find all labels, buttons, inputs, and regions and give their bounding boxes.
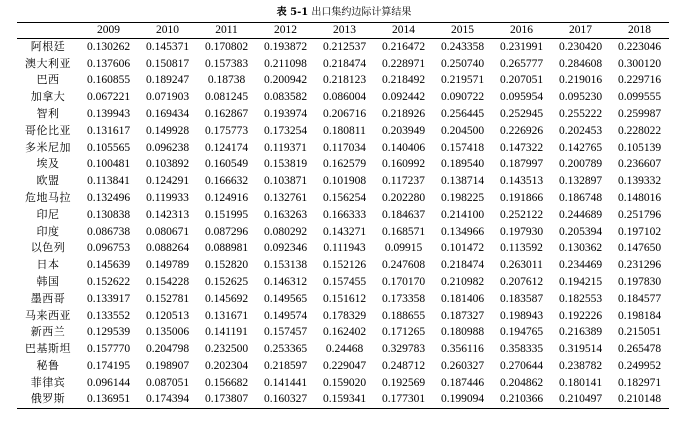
- table-cell-value: 0.170170: [381, 276, 426, 289]
- table-cell-country: 韩国: [36, 275, 60, 289]
- table-cell-value: 0.215051: [617, 326, 662, 339]
- table-cell-value: 0.087296: [204, 225, 249, 238]
- table-row: [17, 290, 669, 307]
- table-cell-value: 0.177301: [374, 391, 433, 408]
- table-cell-value: 0.135006: [145, 326, 190, 339]
- table-row: [17, 223, 669, 240]
- table-cell-value: 0.191866: [499, 192, 544, 205]
- table-cell-value: 0.188655: [381, 309, 426, 322]
- table-cell-value: 0.223046: [617, 41, 662, 54]
- table-cell-value: 0.229716: [617, 74, 662, 87]
- table-cell-value: 0.178329: [322, 309, 367, 322]
- table-cell-value: 0.197830: [617, 276, 662, 289]
- table-cell-value: 0.090722: [440, 91, 485, 104]
- table-cell-value: 0.174195: [86, 360, 131, 373]
- table-cell-value: 0.200789: [558, 158, 603, 171]
- table-cell-value: 0.080292: [263, 225, 308, 238]
- table-cell-value: 0.103871: [263, 175, 308, 188]
- table-cell-value: 0.145371: [145, 41, 190, 54]
- table-cell-value: 0.207051: [499, 74, 544, 87]
- table-cell-country: 墨西哥: [30, 291, 66, 305]
- table-header-year: 2018: [610, 23, 669, 39]
- table-cell-value: 0.194765: [499, 326, 544, 339]
- table-cell-value: 0.132897: [558, 175, 603, 188]
- table-cell-value: 0.141191: [205, 326, 248, 339]
- table-cell-value: 0.250740: [440, 57, 485, 70]
- table-row: [17, 341, 669, 358]
- table-cell-value: 0.184577: [617, 292, 662, 305]
- table-header-year: 2010: [138, 23, 197, 39]
- table-cell-value: 0.219016: [558, 74, 603, 87]
- table-cell-value: 0.129539: [86, 326, 131, 339]
- table-cell-value: 0.156682: [204, 376, 249, 389]
- table-header-year: 2014: [374, 23, 433, 39]
- table-row: [17, 89, 669, 106]
- table-cell-value: 0.173358: [381, 292, 426, 305]
- table-cell-country: 以色列: [30, 241, 66, 255]
- table-cell-value: 0.157770: [86, 343, 131, 356]
- table-cell-value: 0.187997: [499, 158, 544, 171]
- table-cell-value: 0.130262: [86, 41, 131, 54]
- table-row: [17, 190, 669, 207]
- table-cell-value: 0.198225: [440, 192, 485, 205]
- table-cell-country: 新西兰: [30, 325, 66, 339]
- table-cell-value: 0.226926: [499, 124, 544, 137]
- table-cell-value: 0.152625: [204, 276, 249, 289]
- table-cell-value: 0.206716: [322, 108, 367, 121]
- table-cell-value: 0.170802: [204, 41, 249, 54]
- table-cell-value: 0.173254: [263, 124, 308, 137]
- table-cell-value: 0.133552: [86, 309, 131, 322]
- table-cell-value: 0.152820: [204, 259, 249, 272]
- table-row: [17, 122, 669, 139]
- table-cell-country: 日本: [36, 258, 60, 272]
- table-cell-value: 0.154228: [145, 276, 190, 289]
- table-header-year: 2011: [197, 23, 256, 39]
- table-cell-value: 0.157383: [204, 57, 249, 70]
- table-cell-value: 0.157457: [263, 326, 308, 339]
- table-cell-value: 0.088264: [145, 242, 190, 255]
- table-cell-country: 马来西亚: [25, 308, 71, 322]
- table-cell-value: 0.187327: [440, 309, 485, 322]
- table-cell-value: 0.232500: [204, 343, 249, 356]
- table-cell-value: 0.319514: [558, 343, 603, 356]
- table-cell-value: 0.09915: [384, 242, 423, 255]
- table-cell-country: 菲律宾: [30, 375, 66, 389]
- table-cell-country: 多米尼加: [25, 140, 71, 154]
- table-row: [17, 274, 669, 291]
- table-cell-value: 0.163263: [263, 208, 308, 221]
- table-cell-country: 欧盟: [36, 174, 60, 188]
- table-cell-value: 0.189247: [145, 74, 190, 87]
- table-cell-value: 0.101472: [440, 242, 485, 255]
- table-cell-value: 0.087051: [145, 376, 190, 389]
- table-cell-value: 0.252122: [499, 208, 544, 221]
- table-cell-value: 0.356116: [441, 343, 484, 356]
- table-header-year: 2009: [79, 23, 138, 39]
- table-cell-value: 0.162402: [322, 326, 367, 339]
- table-cell-value: 0.214100: [440, 208, 485, 221]
- table-cell-value: 0.198907: [145, 360, 190, 373]
- table-cell-value: 0.132761: [263, 192, 308, 205]
- table-cell-country: 智利: [36, 107, 60, 121]
- table-cell-value: 0.145639: [86, 259, 131, 272]
- table-cell-value: 0.080671: [145, 225, 190, 238]
- table-cell-value: 0.124916: [204, 192, 249, 205]
- table-header-corner: [17, 23, 79, 39]
- table-cell-value: 0.218474: [322, 57, 367, 70]
- table-cell-value: 0.212537: [322, 41, 367, 54]
- table-cell-value: 0.111943: [323, 242, 366, 255]
- table-cell-value: 0.186748: [558, 192, 603, 205]
- table-cell-value: 0.210497: [551, 391, 610, 408]
- table-cell-value: 0.153819: [263, 158, 308, 171]
- table-cell-value: 0.200942: [263, 74, 308, 87]
- table-cell-value: 0.086738: [86, 225, 131, 238]
- table-cell-value: 0.260327: [440, 360, 485, 373]
- table-cell-value: 0.152622: [86, 276, 131, 289]
- table-cell-value: 0.210366: [492, 391, 551, 408]
- table-cell-value: 0.255222: [558, 108, 603, 121]
- table-cell-value: 0.263011: [500, 259, 543, 272]
- table-cell-value: 0.100481: [86, 158, 131, 171]
- table-cell-value: 0.193872: [263, 41, 308, 54]
- table-cell-value: 0.180988: [440, 326, 485, 339]
- table-row: [17, 139, 669, 156]
- table-cell-value: 0.133917: [86, 292, 131, 305]
- table-cell-value: 0.092346: [263, 242, 308, 255]
- table-cell-country: 俄罗斯: [17, 391, 79, 408]
- table-header-year: 2012: [256, 23, 315, 39]
- table-cell-country: 哥伦比亚: [25, 123, 71, 137]
- table-cell-value: 0.234469: [558, 259, 603, 272]
- table-cell-value: 0.218597: [263, 360, 308, 373]
- table-cell-value: 0.265478: [617, 343, 662, 356]
- table-cell-value: 0.270644: [499, 360, 544, 373]
- table-cell-country: 巴西: [36, 73, 60, 87]
- table-cell-value: 0.143513: [499, 175, 544, 188]
- table-cell-value: 0.187446: [440, 376, 485, 389]
- table-cell-value: 0.095230: [558, 91, 603, 104]
- table-row: [17, 106, 669, 123]
- table-cell-value: 0.105565: [86, 141, 131, 154]
- table-cell-value: 0.119371: [264, 141, 307, 154]
- table-cell-country: 加拿大: [30, 90, 66, 104]
- table-cell-value: 0.204862: [499, 376, 544, 389]
- table-cell-value: 0.130362: [558, 242, 603, 255]
- table-row: [17, 240, 669, 257]
- table-cell-value: 0.148016: [617, 192, 662, 205]
- table-cell-value: 0.198184: [617, 309, 662, 322]
- table-cell-value: 0.151995: [204, 208, 249, 221]
- table-cell-value: 0.159341: [315, 391, 374, 408]
- table-cell-value: 0.197930: [499, 225, 544, 238]
- table-cell-country: 阿根廷: [30, 40, 66, 54]
- table-cell-value: 0.117237: [382, 175, 425, 188]
- table-cell-value: 0.204798: [145, 343, 190, 356]
- table-cell-value: 0.152126: [322, 259, 367, 272]
- table-cell-value: 0.142313: [145, 208, 190, 221]
- table-cell-value: 0.083582: [263, 91, 308, 104]
- table-cell-value: 0.162579: [322, 158, 367, 171]
- table-cell-value: 0.251796: [617, 208, 662, 221]
- table-cell-value: 0.096144: [86, 376, 131, 389]
- table-cell-value: 0.329783: [381, 343, 426, 356]
- table-cell-value: 0.153138: [263, 259, 308, 272]
- table-cell-value: 0.145692: [204, 292, 249, 305]
- table-cell-value: 0.205394: [558, 225, 603, 238]
- table-cell-value: 0.184637: [381, 208, 426, 221]
- table-cell-value: 0.202453: [558, 124, 603, 137]
- table-cell-value: 0.130838: [86, 208, 131, 221]
- table-cell-value: 0.194215: [558, 276, 603, 289]
- table-row: [17, 257, 669, 274]
- table-cell-value: 0.113592: [500, 242, 543, 255]
- table-row: [17, 307, 669, 324]
- table-cell-value: 0.103892: [145, 158, 190, 171]
- table-caption: [0, 7, 688, 19]
- table-cell-value: 0.180141: [558, 376, 603, 389]
- table-cell-value: 0.160327: [256, 391, 315, 408]
- table-cell-value: 0.202304: [204, 360, 249, 373]
- table-cell-value: 0.256445: [440, 108, 485, 121]
- table-cell-value: 0.149789: [145, 259, 190, 272]
- table-row: [17, 358, 669, 375]
- table-cell-value: 0.249952: [617, 360, 662, 373]
- table-cell-value: 0.092442: [381, 91, 426, 104]
- table-cell-value: 0.193974: [263, 108, 308, 121]
- table-cell-value: 0.236607: [617, 158, 662, 171]
- table-caption-label: 表 5-1: [276, 7, 309, 18]
- table-cell-value: 0.247608: [381, 259, 426, 272]
- table-cell-value: 0.175773: [204, 124, 249, 137]
- table-row: [17, 206, 669, 223]
- table-cell-value: 0.248712: [381, 360, 426, 373]
- table-cell-value: 0.300120: [617, 57, 662, 70]
- table-cell-value: 0.086004: [322, 91, 367, 104]
- table-header-year: 2013: [315, 23, 374, 39]
- table-cell-value: 0.160855: [86, 74, 131, 87]
- table-cell-value: 0.136951: [79, 391, 138, 408]
- table-cell-value: 0.265777: [499, 57, 544, 70]
- table-cell-value: 0.131617: [86, 124, 131, 137]
- table-cell-value: 0.156254: [322, 192, 367, 205]
- table-cell-value: 0.139332: [617, 175, 662, 188]
- table-header-year: 2015: [433, 23, 492, 39]
- table-cell-value: 0.157455: [322, 276, 367, 289]
- table-cell-value: 0.204500: [440, 124, 485, 137]
- table-cell-country: 澳大利亚: [25, 56, 71, 70]
- table-header-year: 2017: [551, 23, 610, 39]
- table-cell-value: 0.218492: [381, 74, 426, 87]
- table-cell-value: 0.105139: [617, 141, 662, 154]
- table-cell-value: 0.199094: [433, 391, 492, 408]
- table-cell-value: 0.142765: [558, 141, 603, 154]
- table-cell-value: 0.150817: [145, 57, 190, 70]
- table-cell-value: 0.238782: [558, 360, 603, 373]
- table-row: [17, 324, 669, 341]
- table-cell-value: 0.139943: [86, 108, 131, 121]
- table-cell-value: 0.119933: [146, 192, 189, 205]
- table-cell-value: 0.231296: [617, 259, 662, 272]
- table-cell-value: 0.168571: [381, 225, 426, 238]
- table-cell-value: 0.166632: [204, 175, 249, 188]
- table-row: [17, 374, 669, 391]
- table-cell-value: 0.101908: [322, 175, 367, 188]
- table-cell-value: 0.358335: [499, 343, 544, 356]
- table-cell-value: 0.081245: [204, 91, 249, 104]
- table-row: [17, 39, 669, 56]
- table-cell-value: 0.192569: [381, 376, 426, 389]
- table-cell-value: 0.210982: [440, 276, 485, 289]
- table-cell-value: 0.141441: [263, 376, 308, 389]
- table-header-row: [17, 23, 669, 39]
- table-cell-value: 0.218474: [440, 259, 485, 272]
- table-cell-country: 印度: [36, 224, 60, 238]
- table-cell-value: 0.192226: [558, 309, 603, 322]
- table-cell-value: 0.182553: [558, 292, 603, 305]
- table-cell-country: 秘鲁: [36, 359, 60, 373]
- table-cell-value: 0.219571: [440, 74, 485, 87]
- table-cell-value: 0.166333: [322, 208, 367, 221]
- table-cell-value: 0.216389: [558, 326, 603, 339]
- table-cell-value: 0.088981: [204, 242, 249, 255]
- table-cell-value: 0.243358: [440, 41, 485, 54]
- table-cell-value: 0.180811: [323, 124, 366, 137]
- table-cell-value: 0.189540: [440, 158, 485, 171]
- table-cell-value: 0.284608: [558, 57, 603, 70]
- table-cell-value: 0.231991: [499, 41, 544, 54]
- table-cell-value: 0.147322: [499, 141, 544, 154]
- table-cell-value: 0.143271: [322, 225, 367, 238]
- table-cell-value: 0.152781: [145, 292, 190, 305]
- table-cell-value: 0.132496: [86, 192, 131, 205]
- table-cell-value: 0.067221: [86, 91, 131, 104]
- table-cell-value: 0.071903: [145, 91, 190, 104]
- table-cell-value: 0.203949: [381, 124, 426, 137]
- table-cell-value: 0.120513: [145, 309, 190, 322]
- table-cell-value: 0.159020: [322, 376, 367, 389]
- table-cell-value: 0.160992: [381, 158, 426, 171]
- table-cell-value: 0.198943: [499, 309, 544, 322]
- table-cell-value: 0.218123: [322, 74, 367, 87]
- table-cell-country: 埃及: [36, 157, 60, 171]
- table-cell-value: 0.216472: [381, 41, 426, 54]
- table-cell-value: 0.134966: [440, 225, 485, 238]
- table-cell-value: 0.099555: [617, 91, 662, 104]
- table-cell-value: 0.173807: [197, 391, 256, 408]
- table-cell-value: 0.252945: [499, 108, 544, 121]
- table-cell-value: 0.131671: [204, 309, 249, 322]
- table-cell-value: 0.095954: [499, 91, 544, 104]
- table-cell-value: 0.182971: [617, 376, 662, 389]
- table-row: [17, 72, 669, 89]
- table-row: [17, 173, 669, 190]
- table-caption-title: 出口集约边际计算结果: [311, 7, 412, 18]
- table-cell-value: 0.228971: [381, 57, 426, 70]
- table-cell-value: 0.160549: [204, 158, 249, 171]
- table-cell-value: 0.157418: [440, 141, 485, 154]
- table-cell-country: 巴基斯坦: [25, 342, 71, 356]
- table-cell-value: 0.18738: [207, 74, 246, 87]
- table-header-year: 2016: [492, 23, 551, 39]
- export-intensive-margin-table: [17, 22, 669, 409]
- table-cell-value: 0.169434: [145, 108, 190, 121]
- table-cell-value: 0.162867: [204, 108, 249, 121]
- table-cell-value: 0.147650: [617, 242, 662, 255]
- table-row: [17, 55, 669, 72]
- table-cell-value: 0.197102: [617, 225, 662, 238]
- table-cell-value: 0.146312: [263, 276, 308, 289]
- table-cell-value: 0.183587: [499, 292, 544, 305]
- table-cell-value: 0.174394: [138, 391, 197, 408]
- table-cell-value: 0.218926: [381, 108, 426, 121]
- table-cell-value: 0.207612: [499, 276, 544, 289]
- table-cell-country: 危地马拉: [25, 191, 71, 205]
- table-cell-value: 0.244689: [558, 208, 603, 221]
- table-cell-country: 印尼: [36, 207, 60, 221]
- table-cell-value: 0.096238: [145, 141, 190, 154]
- table-cell-value: 0.149565: [263, 292, 308, 305]
- table-cell-value: 0.253365: [263, 343, 308, 356]
- table-cell-value: 0.171265: [381, 326, 426, 339]
- table-cell-value: 0.259987: [617, 108, 662, 121]
- table-cell-value: 0.151612: [322, 292, 367, 305]
- table-cell-value: 0.230420: [558, 41, 603, 54]
- table-cell-value: 0.113841: [87, 175, 130, 188]
- table-cell-value: 0.140406: [381, 141, 426, 154]
- table-cell-value: 0.211098: [264, 57, 307, 70]
- table-row: [17, 156, 669, 173]
- table-cell-value: 0.149928: [145, 124, 190, 137]
- table-body: [17, 39, 669, 409]
- table-cell-value: 0.096753: [86, 242, 131, 255]
- table-cell-value: 0.138714: [440, 175, 485, 188]
- table-cell-value: 0.228022: [617, 124, 662, 137]
- table-cell-value: 0.24468: [325, 343, 364, 356]
- table-cell-value: 0.210148: [610, 391, 669, 408]
- table-cell-value: 0.124291: [145, 175, 190, 188]
- table-cell-value: 0.137606: [86, 57, 131, 70]
- table-cell-value: 0.181406: [440, 292, 485, 305]
- table-cell-value: 0.124174: [204, 141, 249, 154]
- table-cell-value: 0.229047: [322, 360, 367, 373]
- table-cell-value: 0.117034: [323, 141, 366, 154]
- table-cell-value: 0.149574: [263, 309, 308, 322]
- table-cell-value: 0.202280: [381, 192, 426, 205]
- table-row: [17, 391, 669, 408]
